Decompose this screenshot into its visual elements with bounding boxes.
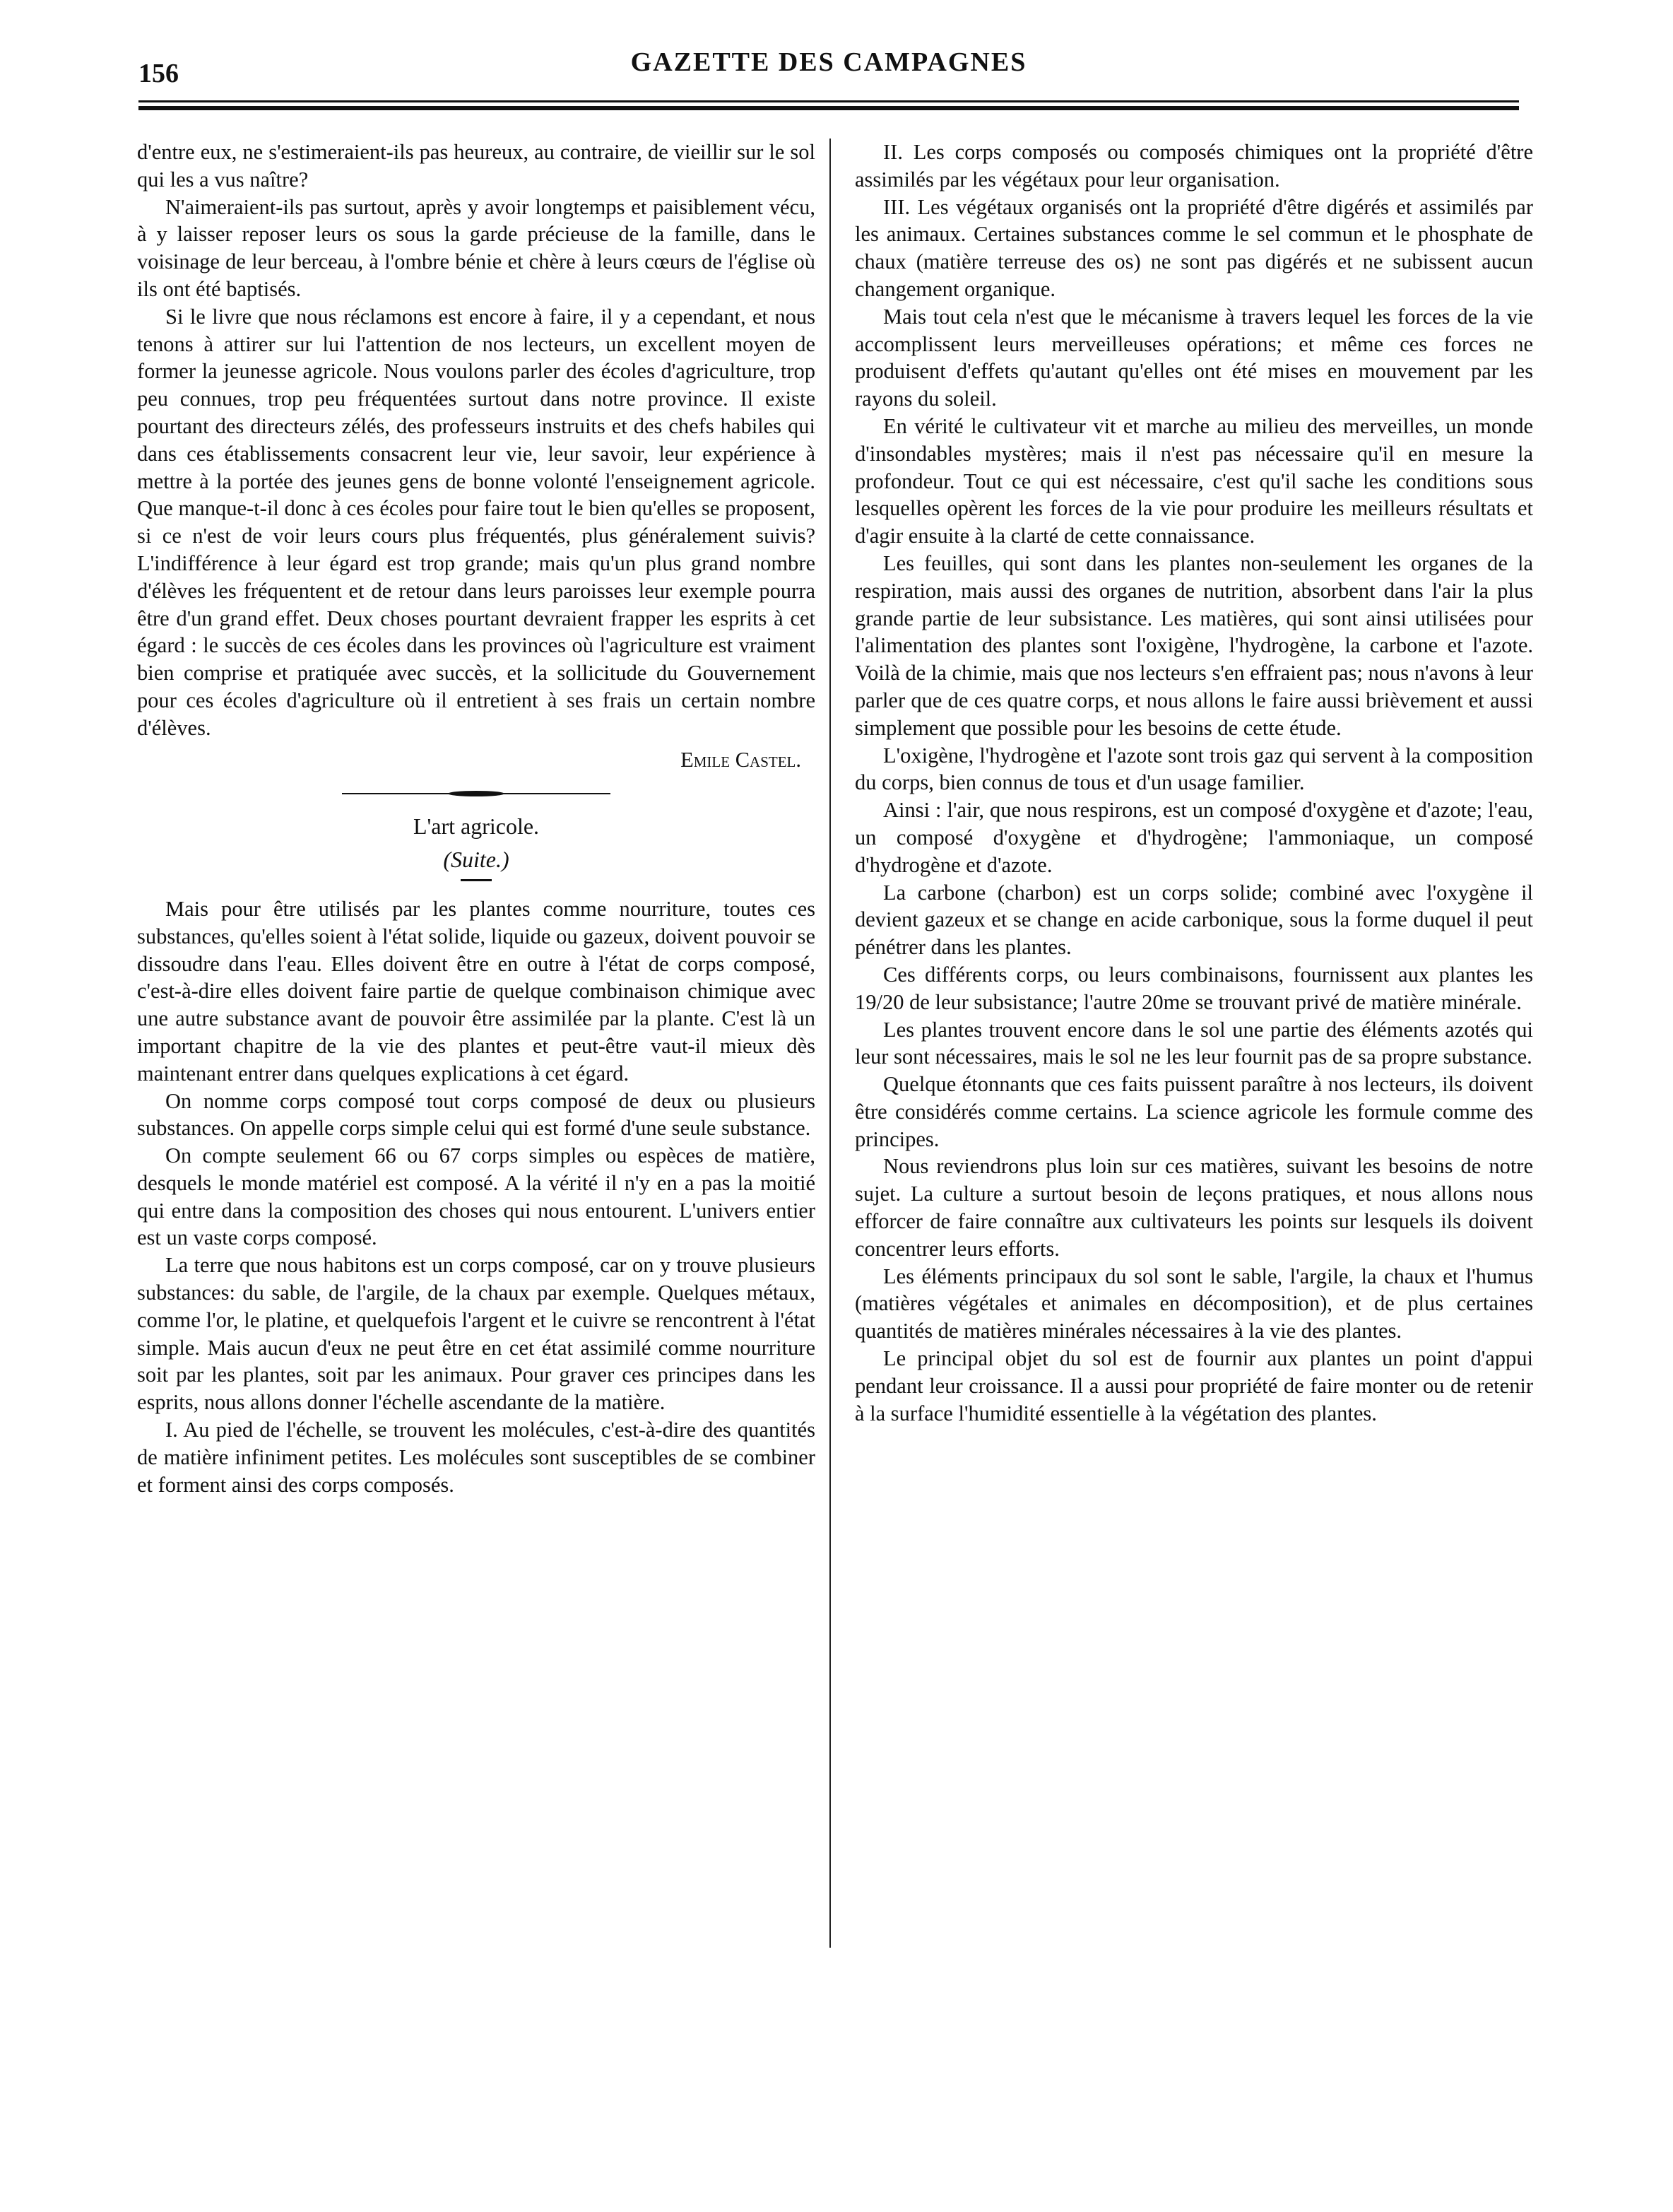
section-ornament: [342, 790, 610, 797]
author-signature: Emile Castel.: [680, 747, 801, 772]
paragraph: Mais pour être utilisés par les plantes comme nourriture, toutes ces substances, qu'elles soient à l'état solide, liquide ou gazeux, doivent pouvoir se dissoudre dans l'eau. Elles doivent être en outre à l'état de corps composé, c'est-à-dire elles doivent faire partie de quelque combinaison chimique avec une autre substance avant de pouvoir être assimilée par la plante. C'est là un important chapitre de la vie des plantes et peut-être vaut-il mieux dès maintenant entrer dans quelques explications à cet égard.: [137, 896, 815, 1086]
paragraph: Mais tout cela n'est que le mécanisme à travers lequel les forces de la vie accomplissent leurs merveilleuses opérations; et même ces forces ne produisent d'effets qu'autant qu'elles ont été mises en mouvement par les rayons du soleil.: [855, 304, 1533, 411]
paragraph: Nous reviendrons plus loin sur ces matières, suivant les besoins de notre sujet. La culture a surtout besoin de leçons pratiques, et nous allons nous efforcer de faire connaître aux cultivateurs les points sur lesquels ils doivent concentrer leurs efforts.: [855, 1154, 1533, 1261]
paragraph: Ainsi : l'air, que nous respirons, est un composé d'oxygène et d'azote; l'eau, un composé d'oxygène et d'hydrogène; l'ammoniaque, un composé d'hydrogène et d'azote.: [855, 798, 1533, 877]
page-number: 156: [138, 59, 179, 88]
header-rule-thick: [138, 106, 1519, 110]
paragraph: En vérité le cultivateur vit et marche au milieu des merveilles, un monde d'insondables mystères; mais il n'est pas nécessaire qu'il en mesure la profondeur. Tout ce qui est nécessaire, c'est qu'il sache les conditions sous lesquelles opèrent les forces de la vie pour produire les meilleurs résultats et d'agir ensuite à la clarté de cette connaissance.: [855, 413, 1533, 548]
paragraph: Les feuilles, qui sont dans les plantes non-seulement les organes de la respiration, mais aussi des organes de nutrition, absorbent dans l'air la plus grande partie de leur subsistance. Les matières, qui sont ainsi utilisées pour l'alimentation des plantes sont l'oxigène, l'hydrogène, la carbone et l'azote. Voilà de la chimie, mais que nos lecteurs s'en effraient pas; nous n'avons à leur parler que de ces quatre corps, et nous allons le faire aussi brièvement et aussi simplement que possible pour les besoins de cette étude.: [855, 551, 1533, 740]
page-header: [138, 47, 1519, 89]
header-rule-thin: [138, 100, 1519, 102]
paragraph: L'oxigène, l'hydrogène et l'azote sont trois gaz qui servent à la composition du corps, bien connus de tous et d'un usage familier.: [855, 743, 1533, 795]
paragraph: Le principal objet du sol est de fournir aux plantes un point d'appui pendant leur croissance. Il a aussi pour propriété de faire monter ou de retenir à la surface l'humidité essentielle à la végétation des plantes.: [855, 1346, 1533, 1425]
paragraph: Ces différents corps, ou leurs combinaisons, fournissent aux plantes les 19/20 de leur subsistance; l'autre 20me se trouvant privé de matière minérale.: [855, 962, 1533, 1014]
paragraph: N'aimeraient-ils pas surtout, après y avoir longtemps et paisiblement vécu, à y laisser reposer leurs os sous la garde précieuse de la famille, dans le voisinage de leur berceau, à l'ombre bénie et chère à leurs cœurs de l'église où ils ont été baptisés.: [137, 194, 815, 301]
left-column: [137, 139, 815, 1498]
paragraph: La carbone (charbon) est un corps solide; combiné avec l'oxygène il devient gazeux et se change en acide carbonique, sous la forme duquel il peut pénétrer dans les plantes.: [855, 880, 1533, 960]
paragraph: Si le livre que nous réclamons est encore à faire, il y a cependant, et nous tenons à attirer sur lui l'attention de nos lecteurs, un excellent moyen de former la jeunesse agricole. Nous voulons parler des écoles d'agriculture, trop peu connues, trop peu fréquentées surtout dans notre province. Il existe pourtant des directeurs zélés, des professeurs instruits et des chefs habiles qui dans ces établissements consacrent leur vie, leur savoir, leur expérience à mettre à la portée des jeunes gens de bonne volonté l'enseignement agricole. Que manque-t-il donc à ces écoles pour faire tout le bien qu'elles se proposent, si ce n'est de voir leurs cours plus fréquentés, plus généralement suivis? L'indifférence à leur égard est trop grande; mais qu'un plus grand nombre d'élèves les fréquentent et de retour dans leurs paroisses leur exemple pourra être d'un grand effet. Deux choses pourtant devraient frapper les esprits à cet égard : le succès de ces écoles dans les provinces où l'agriculture est vraiment bien comprise et pratiquée avec succès, et la sollicitude du Gouvernement pour ces écoles d'agriculture où il entretient à ses frais un certain nombre d'élèves.: [137, 304, 815, 740]
paragraph: La terre que nous habitons est un corps composé, car on y trouve plusieurs substances: du sable, de l'argile, de la chaux par exemple. Quelques métaux, comme l'or, le platine, et quelquefois l'argent et le cuivre se rencontrent à l'état simple. Mais aucun d'eux ne peut être en cet état assimilé comme nourriture soit par les plantes, soit par les animaux. Pour graver ces principes dans les esprits, nous allons donner l'échelle ascendante de la matière.: [137, 1253, 815, 1415]
paragraph: d'entre eux, ne s'estimeraient-ils pas heureux, au contraire, de vieillir sur le sol qui les a vus naître?: [137, 140, 815, 192]
paragraph: Les éléments principaux du sol sont le sable, l'argile, la chaux et l'humus (matières végétales et animales en décomposition), et de plus certaines quantités de matières minérales nécessaires à la vie des plantes.: [855, 1264, 1533, 1343]
right-column: [855, 139, 1533, 1427]
paragraph: I. Au pied de l'échelle, se trouvent les molécules, c'est-à-dire des quantités de matière infiniment petites. Les molécules sont susceptibles de se combiner et forment ainsi des corps composés.: [137, 1418, 815, 1497]
paragraph: Les plantes trouvent encore dans le sol une partie des éléments azotés qui leur sont nécessaires, mais le sol ne les leur fournit pas de sa propre substance.: [855, 1017, 1533, 1069]
article-title: L'art agricole.: [413, 813, 540, 840]
article-subtitle: (Suite.): [443, 847, 509, 873]
section-dash: [461, 879, 492, 881]
paragraph: On compte seulement 66 ou 67 corps simples ou espèces de matière, desquels le monde matériel est composé. A la vérité il n'y en a pas la moitié qui entre dans la composition des choses qui nous entourent. L'univers entier est un vaste corps composé.: [137, 1143, 815, 1250]
journal-title: GAZETTE DES CAMPAGNES: [630, 47, 1027, 77]
paragraph: II. Les corps composés ou composés chimiques ont la propriété d'être assimilés par les végétaux pour leur organisation.: [855, 140, 1533, 192]
paragraph: Quelque étonnants que ces faits puissent paraître à nos lecteurs, ils doivent être considérés comme certains. La science agricole les formule comme des principes.: [855, 1072, 1533, 1151]
paragraph: III. Les végétaux organisés ont la propriété d'être digérés et assimilés par les animaux. Certaines substances comme le sel commun et le phosphate de chaux (matière terreuse des os) ne sont pas digérés et ne subissent aucun changement organique.: [855, 194, 1533, 301]
column-divider: [829, 139, 831, 1948]
paragraph: On nomme corps composé tout corps composé de deux ou plusieurs substances. On appelle corps simple celui qui est formé d'une seule substance.: [137, 1088, 815, 1141]
